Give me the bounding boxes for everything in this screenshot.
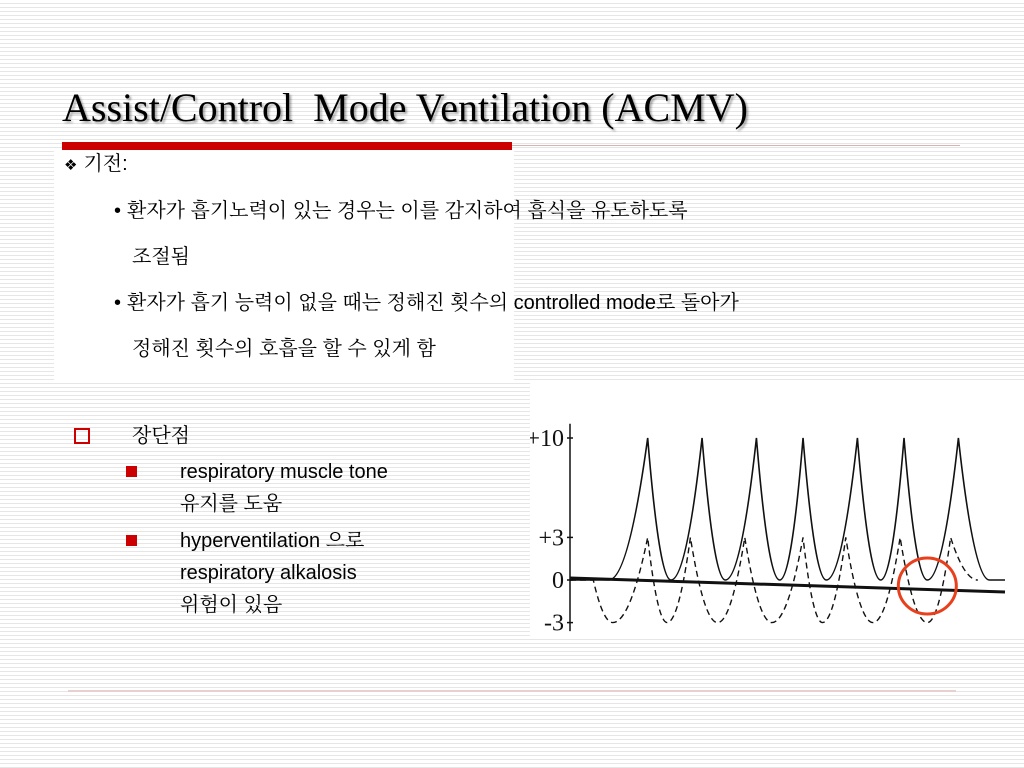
title-underline bbox=[62, 142, 512, 150]
waveform-svg bbox=[530, 380, 1024, 638]
bullet-dot-icon: • bbox=[114, 200, 122, 222]
bullet-dot-icon: • bbox=[114, 292, 122, 314]
mechanism-bullet-1-cont: 조절됨 bbox=[132, 246, 190, 268]
ventilation-waveform-chart bbox=[530, 380, 1024, 638]
cons-item-2-line-2: respiratory alkalosis bbox=[180, 562, 357, 584]
y-tick-label: +10 bbox=[530, 426, 564, 452]
pressure-trace-solid bbox=[570, 438, 1005, 580]
y-tick-label: +3 bbox=[538, 525, 564, 552]
mechanism-bullet-1-text: 환자가 흡기노력이 있는 경우는 이를 감지하여 흡식을 유도하도록 bbox=[127, 200, 688, 222]
footer-rule bbox=[68, 690, 956, 692]
filled-square-bullet-icon bbox=[126, 466, 137, 477]
mechanism-bullet-1 bbox=[114, 199, 688, 223]
mechanism-heading bbox=[64, 152, 128, 178]
y-tick-label: -3 bbox=[544, 610, 564, 637]
baseline-zero bbox=[570, 578, 1005, 592]
slide-title: Assist/Control Mode Ventilation (ACMV) bbox=[62, 85, 748, 130]
mechanism-heading-text: 기전: bbox=[83, 153, 128, 175]
mechanism-bullet-2-text: 환자가 흡기 능력이 없을 때는 정해진 횟수의 controlled mode로 돌아가 bbox=[127, 292, 739, 314]
y-tick-label: 0 bbox=[552, 568, 564, 594]
highlight-circle bbox=[898, 558, 956, 614]
pros-item-1-line-2: 유지를 도움 bbox=[180, 493, 283, 515]
cons-item-2-line-1: hyperventilation 으로 bbox=[180, 530, 365, 552]
filled-square-bullet-icon bbox=[126, 535, 137, 546]
open-square-bullet-icon bbox=[74, 428, 90, 444]
title-rule bbox=[512, 145, 960, 146]
pros-cons-heading: 장단점 bbox=[132, 425, 190, 447]
diamond-bullet-icon: ❖ bbox=[64, 157, 78, 174]
mechanism-bullet-2 bbox=[114, 291, 739, 315]
mechanism-bullet-2-cont: 정해진 횟수의 호흡을 할 수 있게 함 bbox=[132, 338, 436, 360]
cons-item-2-line-3: 위험이 있음 bbox=[180, 594, 283, 616]
pros-item-1-line-1: respiratory muscle tone bbox=[180, 461, 388, 483]
